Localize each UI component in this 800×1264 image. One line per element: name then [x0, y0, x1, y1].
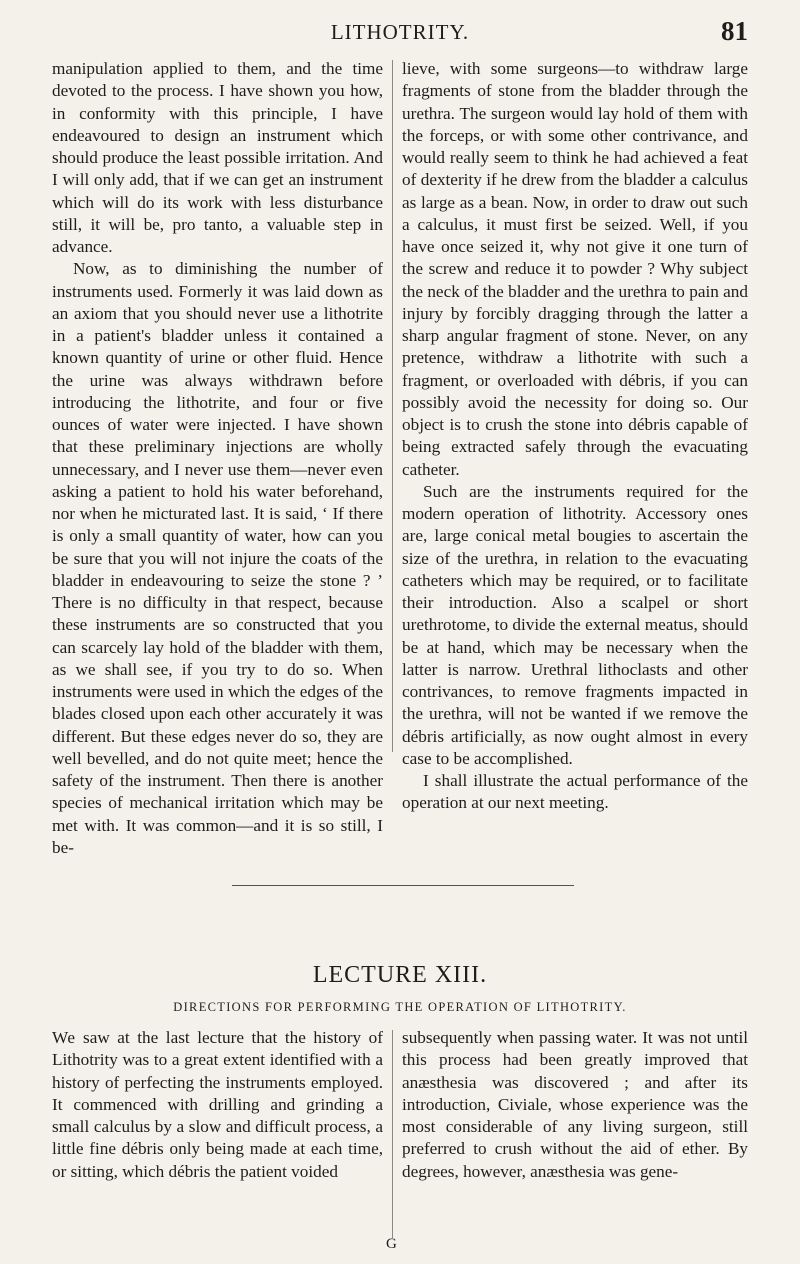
- lower-left-column: [52, 1027, 383, 1183]
- paragraph: I shall illustrate the actual performance of the operation at our next meeting.: [402, 771, 748, 813]
- paragraph: lieve, with some surgeons—to withdraw large fragments of stone from the bladder through the urethra. The surgeon would lay hold of them with the forceps, or with some other contrivance, and would really seem to think he had achieved a feat of dexterity if he drew from the bladder a calculus as large as a bean. Now, in order to draw out such a calculus, it must first be seized. Well, if you have once seized it, why not give it one turn of the screw and reduce it to powder ? Why subject the neck of the bladder and the urethra to pain and injury by forcibly dragging through the latter a sharp angular fragment of stone. Never, on any pretence, withdraw a lithotrite with such a fragment, or overloaded with débris, if you can possibly avoid the necessity for doing so. Our object is to crush the stone into débris capable of being extracted safely through the evacuating catheter.: [402, 59, 748, 479]
- section-divider: [232, 885, 574, 886]
- column-divider: [392, 1030, 393, 1238]
- upper-left-column: [52, 58, 383, 859]
- signature-mark: G: [386, 1236, 397, 1252]
- page-number: 81: [721, 16, 748, 46]
- column-divider: [392, 60, 393, 752]
- running-title: LITHOTRITY.: [330, 20, 470, 44]
- running-head: [52, 18, 748, 48]
- paragraph: Now, as to diminishing the number of instruments used. Formerly it was laid down as an axiom that you should never use a lithotrite in a patient's bladder unless it contained a known quantity of urine or other fluid. Hence the urine was always withdrawn before introducing the lithotrite, and four or five ounces of water were injected. I have shown that these preliminary injections are wholly unnecessary, and I never use them—never even asking a patient to hold his water beforehand, nor when he micturated last. It is said, ‘ If there is only a small quantity of water, how can you be sure that you will not injure the coats of the bladder in endeavouring to seize the stone ? ’ There is no difficulty in that respect, because these instruments are so constructed that you can scarcely lay hold of the bladder with them, as we shall see, if you try to do so. When instruments were used in which the edges of the blades closed upon each other accurately it was different. But these edges never do so, they are well bevelled, and do not quite meet; hence the safety of the instrument. Then there is another species of mechanical irritation which may be met with. It was common—and it is so still, I be-: [52, 259, 383, 857]
- paragraph: manipulation applied to them, and the time devoted to the process. I have shown you how, in conformity with this principle, I have endeavoured to design an instrument which should produce the least possible irritation. And I will only add, that if we can get an instrument which will do its work with less disturbance still, it will be, pro tanto, a valuable step in advance.: [52, 59, 383, 256]
- lead-word: We: [52, 1028, 76, 1047]
- lecture-subtitle: DIRECTIONS FOR PERFORMING THE OPERATION OF LITHOTRITY.: [173, 1000, 627, 1014]
- paragraph: subsequently when passing water. It was not until this process had been greatly improved that anæsthesia was discovered ; and after its introduction, Civiale, whose experience was the most considerable of any living surgeon, still preferred to crush without the aid of ether. By degrees, however, anæsthesia was gene-: [402, 1028, 748, 1181]
- paragraph: [52, 1027, 383, 1183]
- paragraph: Such are the instruments required for the modern operation of lithotrity. Accessory ones are, large conical metal bougies to ascertain the size of the urethra, in relation to the evacuating catheters which may be required, or to facilitate their introduction. Also a scalpel or short urethrotome, to divide the external meatus, should be at hand, which may be necessary when the latter is narrow. Urethral lithoclasts and other contrivances, to remove fragments impacted in the urethra, will not be wanted if we remove the débris artificially, as now ought almost in every case to be accomplished.: [402, 481, 748, 768]
- paragraph-text: saw at the last lecture that the history of Lithotrity was to a great extent identified with a history of perfecting the instruments employed. It commenced with drilling and grinding a small calculus by a slow and difficult process, a little fine débris only being made at each time, or sitting, which débris the patient voided: [52, 1028, 383, 1181]
- lower-right-column: [402, 1027, 748, 1183]
- lecture-title: LECTURE XIII.: [312, 962, 488, 988]
- upper-right-column: [402, 58, 748, 815]
